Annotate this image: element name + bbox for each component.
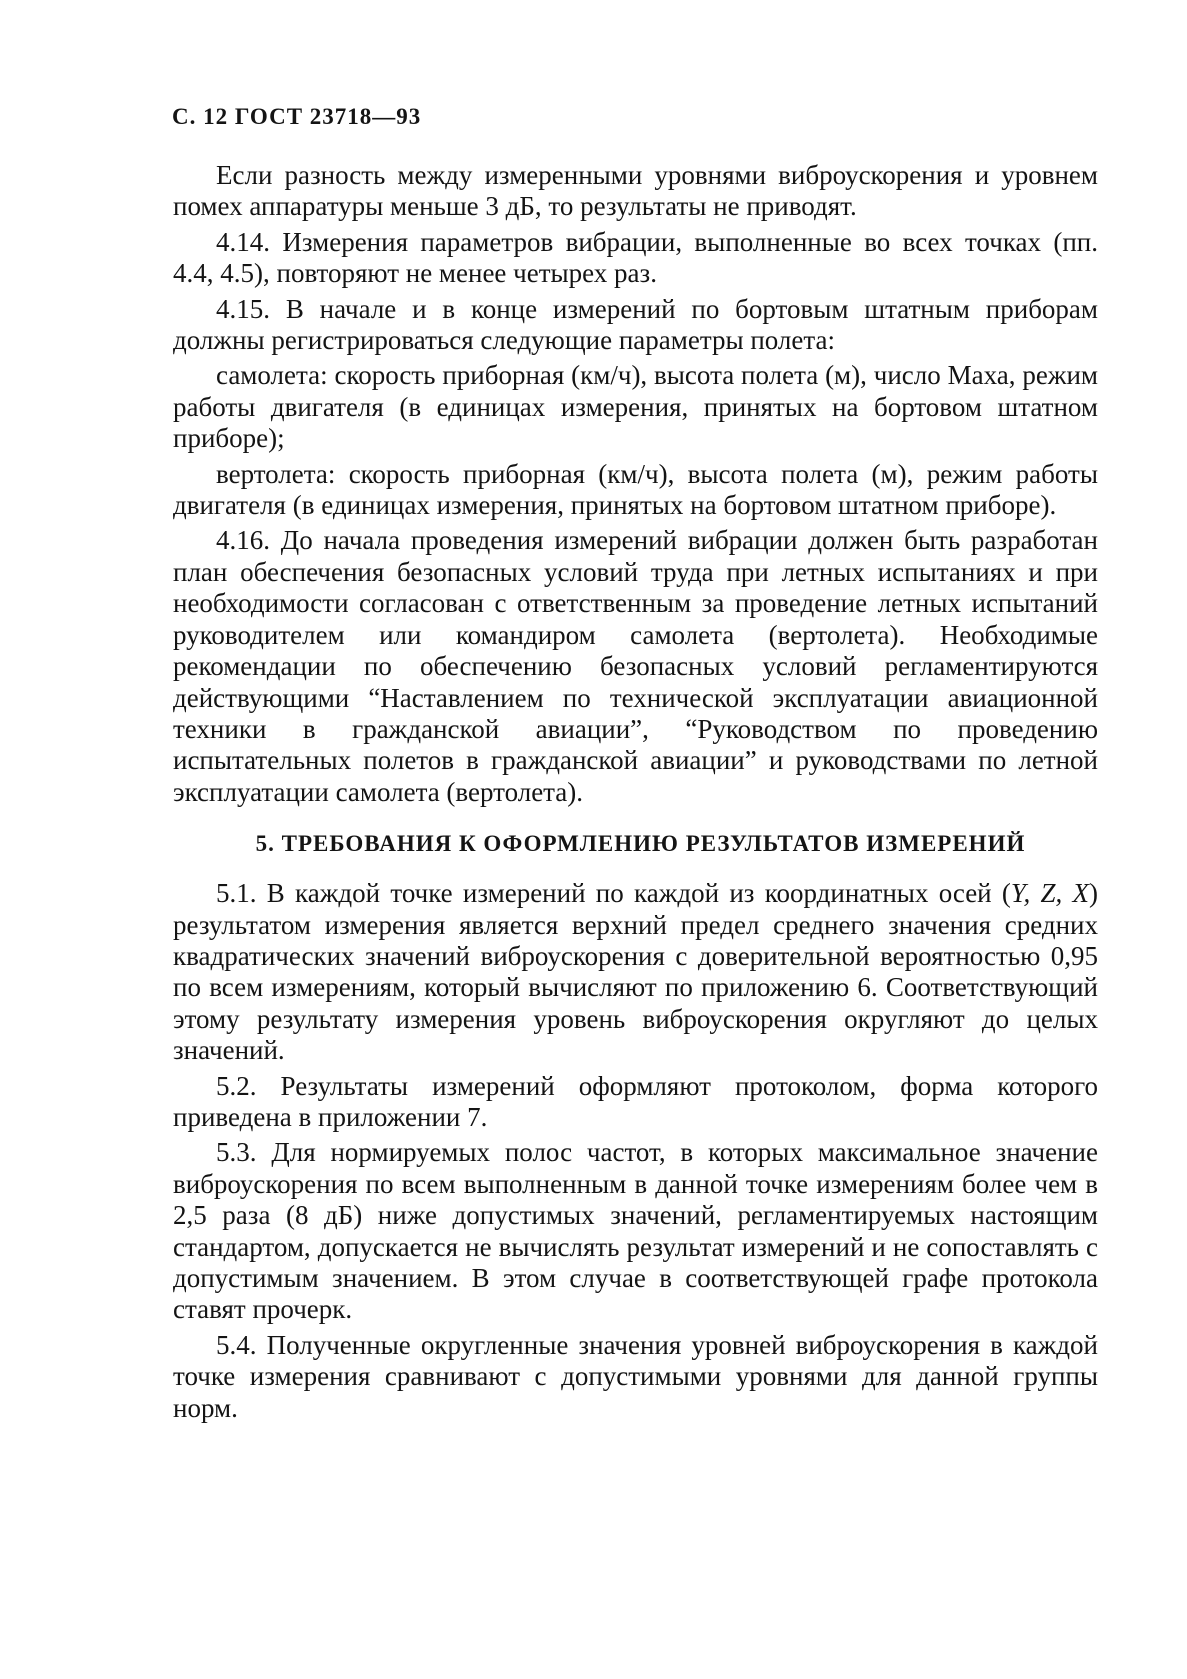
- paragraph-5-3: 5.3. Для нормируемых полос частот, в которых максимальное значение виброускорения по всем выполненным в данной точке измерениям более чем в 2,5 раза (8 дБ) ниже допустимых значений, регламентируемых настоящим стандартом, допускается не вычислять результат измерений и не сопоставлять с допустимым значением. В этом случае в соответствующей графе протокола ставят прочерк.: [173, 1137, 1098, 1325]
- paragraph-5-2: 5.2. Результаты измерений оформляют протоколом, форма которого приведена в приложении 7.: [173, 1070, 1098, 1132]
- paragraph-4-14: 4.14. Измерения параметров вибрации, выполненные во всех точках (пп. 4.4, 4.5), повторяют не менее четырех раз.: [173, 226, 1098, 289]
- paragraph-5-1-lead: 5.1. В каждой точке измерений по каждой из координатных осей (: [216, 878, 1011, 909]
- paragraph-5-1-rest: ) результатом измерения является верхний предел среднего значения средних квадратических значений виброускорения с доверительной вероятностью 0,95 по всем измерениям, который вычисляют по приложению 6. Соответствующий этому результату измерения уровень виброускорения округляют до целых значений.: [173, 878, 1099, 1066]
- page-header: С. 12 ГОСТ 23718—93: [172, 104, 422, 129]
- section-5-heading: 5. ТРЕБОВАНИЯ К ОФОРМЛЕНИЮ РЕЗУЛЬТАТОВ ИЗМЕРЕНИЙ: [255, 831, 1026, 857]
- paragraph-noise-threshold: Если разность между измеренными уровнями виброускорения и уровнем помех аппаратуры меньше 3 дБ, то результаты не приводят.: [173, 160, 1098, 222]
- paragraph-5-4: 5.4. Полученные округленные значения уровней виброускорения в каждой точке измерения сравнивают с допустимыми уровнями для данной группы норм.: [173, 1329, 1098, 1423]
- paragraph-helicopter-params: вертолета: скорость приборная (км/ч), высота полета (м), режим работы двигателя (в единицах измерения, принятых на бортовом штатном приборе).: [173, 458, 1098, 521]
- paragraph-4-15: 4.15. В начале и в конце измерений по бортовым штатным приборам должны регистрироваться следующие параметры полета:: [173, 293, 1098, 356]
- paragraph-4-16: 4.16. До начала проведения измерений вибрации должен быть разработан план обеспечения безопасных условий труда при летных испытаниях и при необходимости согласован с ответственным за проведение летных испытаний руководителем или командиром самолета (вертолета). Необходимые рекомендации по обеспечению безопасных условий регламентируются действующими “Наставлением по технической эксплуатации авиационной техники в гражданской авиации”, “Руководством по проведению испытательных полетов в гражданской авиации” и руководствами по летной эксплуатации самолета (вертолета).: [173, 525, 1098, 807]
- paragraph-5-1: [173, 878, 1098, 1066]
- document-body: [173, 160, 1098, 1424]
- paragraph-5-1-axes: Y, Z, X: [1010, 878, 1090, 909]
- paragraph-airplane-params: самолета: скорость приборная (км/ч), высота полета (м), число Маха, режим работы двигателя (в единицах измерения, принятых на бортовом штатном приборе);: [173, 360, 1098, 454]
